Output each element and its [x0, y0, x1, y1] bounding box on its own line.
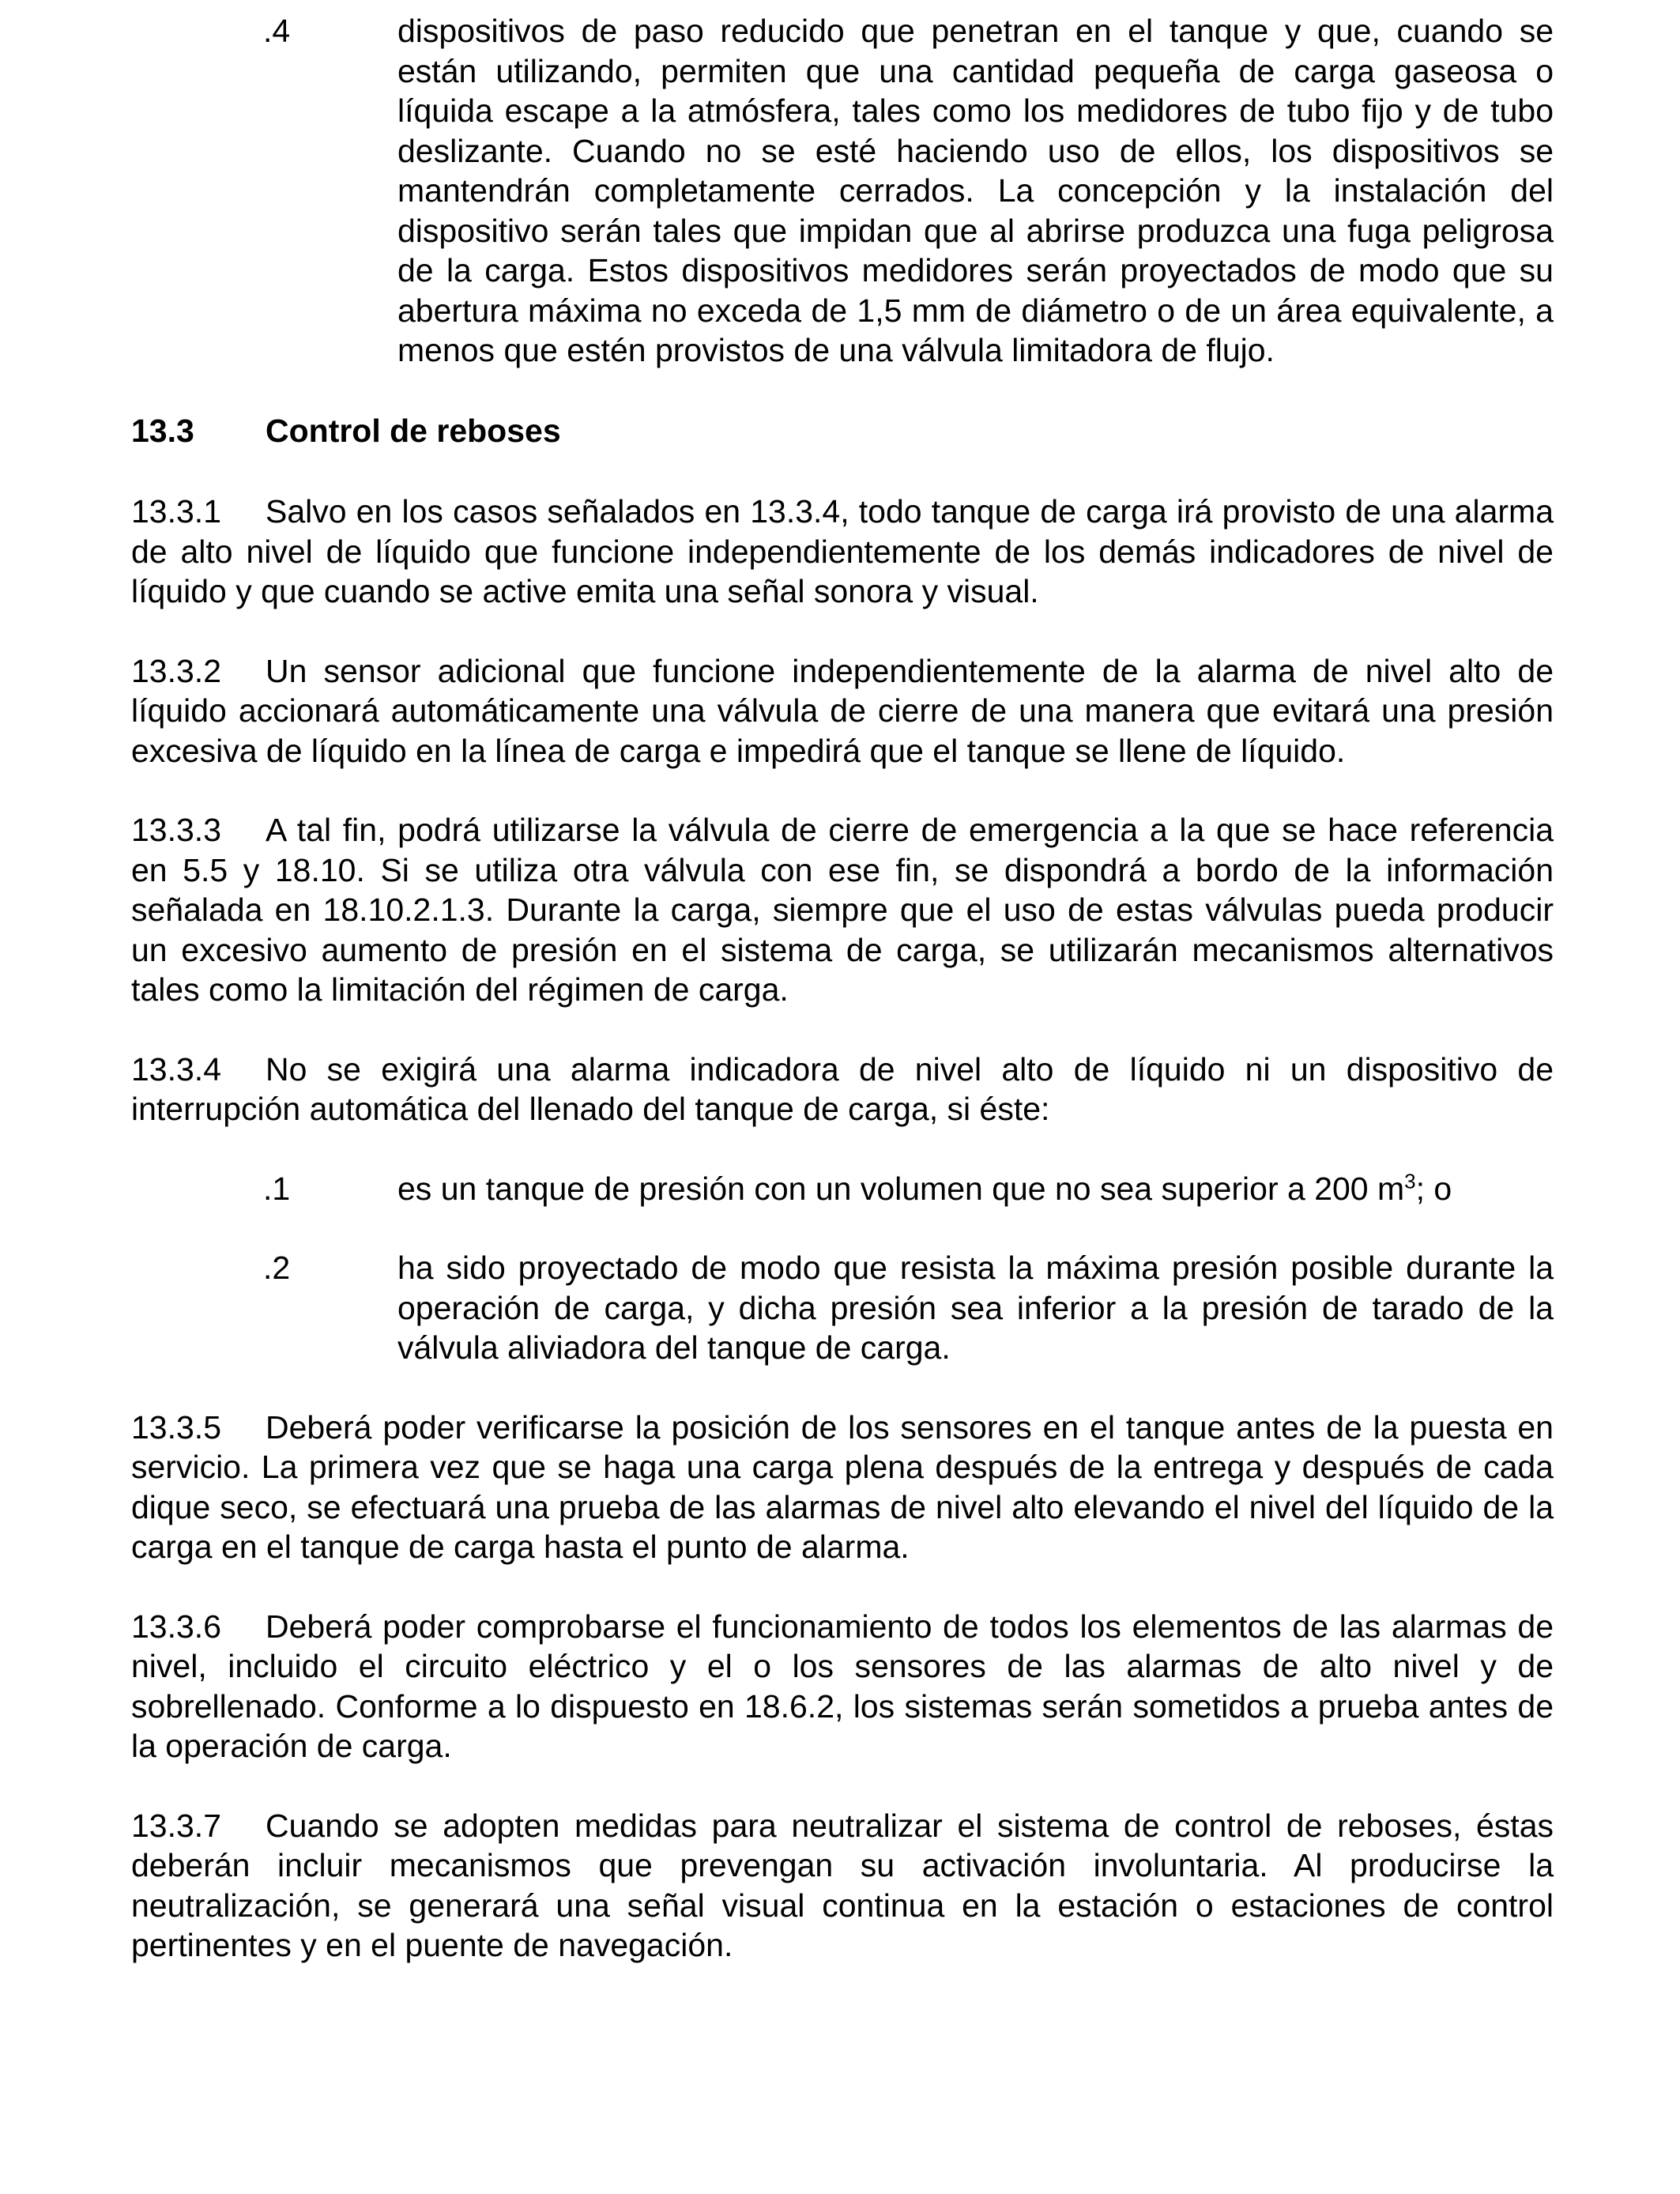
section-number: 13.3 [131, 412, 194, 449]
paragraph-13-3-6 [131, 1607, 1554, 1766]
paragraph-number: 13.3.5 [131, 1408, 221, 1446]
superscript: 3 [1404, 1168, 1416, 1193]
paragraph-13-3-2 [131, 651, 1554, 771]
list-item-number: .1 [263, 1170, 291, 1207]
list-item-2 [131, 1248, 1554, 1368]
paragraph-text: No se exigirá una alarma indicadora de nivel alto de líquido ni un dispositivo de interrupción automática del llenado del tanque de carga, si éste: [131, 1050, 1554, 1127]
paragraph-number: 13.3.6 [131, 1608, 221, 1645]
paragraph-text: A tal fin, podrá utilizarse la válvula de cierre de emergencia a la que se hace referencia en 5.5 y 18.10. Si se utiliza otra válvula con ese fin, se dispondrá a bordo de la información señalada en 18.10.2.1.3. Durante la carga, siempre que el uso de estas válvulas pueda producir un excesivo aumento de presión en el sistema de carga, se utilizarán mecanismos alternativos tales como la limitación del régimen de carga. [131, 812, 1554, 1008]
list-item-text: ha sido proyectado de modo que resista la máxima presión posible durante la operación de carga, y dicha presión sea inferior a la presión de tarado de la válvula aliviadora del tanque de carga. [397, 1250, 1554, 1366]
paragraph-13-3-5 [131, 1408, 1554, 1567]
paragraph-text: Un sensor adicional que funcione independientemente de la alarma de nivel alto de líquido accionará automáticamente una válvula de cierre de una manera que evitará una presión excesiva de líquido en la línea de carga e impedirá que el tanque se llene de líquido. [131, 652, 1554, 769]
list-item-text-tail: ; o [1415, 1170, 1452, 1207]
paragraph-13-3-1 [131, 492, 1554, 612]
paragraph-number: 13.3.2 [131, 652, 221, 689]
paragraph-text: Salvo en los casos señalados en 13.3.4, todo tanque de carga irá provisto de una alarma de alto nivel de líquido que funcione independientemente de los demás indicadores de nivel de líquido y que cuando se active emita una señal sonora y visual. [131, 493, 1554, 609]
list-item-number: .4 [263, 13, 291, 49]
paragraph-text: Cuando se adopten medidas para neutralizar el sistema de control de reboses, éstas deberán incluir mecanismos que prevengan su activación involuntaria. Al producirse la neutralización, se generará una señal visual continua en la estación o estaciones de control pertinentes y en el puente de navegación. [131, 1807, 1554, 1963]
paragraph-13-3-7 [131, 1806, 1554, 1966]
paragraph-text: Deberá poder verificarse la posición de los sensores en el tanque antes de la puesta en servicio. La primera vez que se haga una carga plena después de la entrega y después de cada dique seco, se efectuará una prueba de las alarmas de nivel alto elevando el nivel del líquido de la carga en el tanque de carga hasta el punto de alarma. [131, 1408, 1554, 1565]
list-item-text [397, 1169, 1554, 1209]
section-heading [131, 411, 1554, 451]
list-item-4 [131, 11, 1554, 371]
paragraph-number: 13.3.4 [131, 1050, 221, 1088]
list-item-text-main: es un tanque de presión con un volumen que no sea superior a 200 m [397, 1170, 1405, 1207]
document-page [131, 11, 1554, 1966]
list-item-number: .2 [263, 1250, 291, 1286]
paragraph-13-3-3 [131, 810, 1554, 1010]
paragraph-number: 13.3.3 [131, 812, 221, 848]
list-item-text: dispositivos de paso reducido que penetran en el tanque y que, cuando se están utilizando, permiten que una cantidad pequeña de carga gaseosa o líquida escape a la atmósfera, tales como los medidores de tubo fijo y de tubo deslizante. Cuando no se esté haciendo uso de ellos, los dispositivos se mantendrán completamente cerrados. La concepción y la instalación del dispositivo serán tales que impidan que al abrirse produzca una fuga peligrosa de la carga. Estos dispositivos medidores serán proyectados de modo que su abertura máxima no exceda de 1,5 mm de diámetro o de un área equivalente, a menos que estén provistos de una válvula limitadora de flujo. [397, 13, 1554, 368]
list-item-1 [131, 1169, 1554, 1209]
section-title: Control de reboses [266, 412, 561, 449]
paragraph-text: Deberá poder comprobarse el funcionamiento de todos los elementos de las alarmas de nivel, incluido el circuito eléctrico y el o los sensores de las alarmas de alto nivel y de sobrellenado. Conforme a lo dispuesto en 18.6.2, los sistemas serán sometidos a prueba antes de la operación de carga. [131, 1608, 1554, 1764]
paragraph-number: 13.3.7 [131, 1807, 221, 1844]
paragraph-13-3-4 [131, 1050, 1554, 1129]
paragraph-number: 13.3.1 [131, 493, 221, 530]
